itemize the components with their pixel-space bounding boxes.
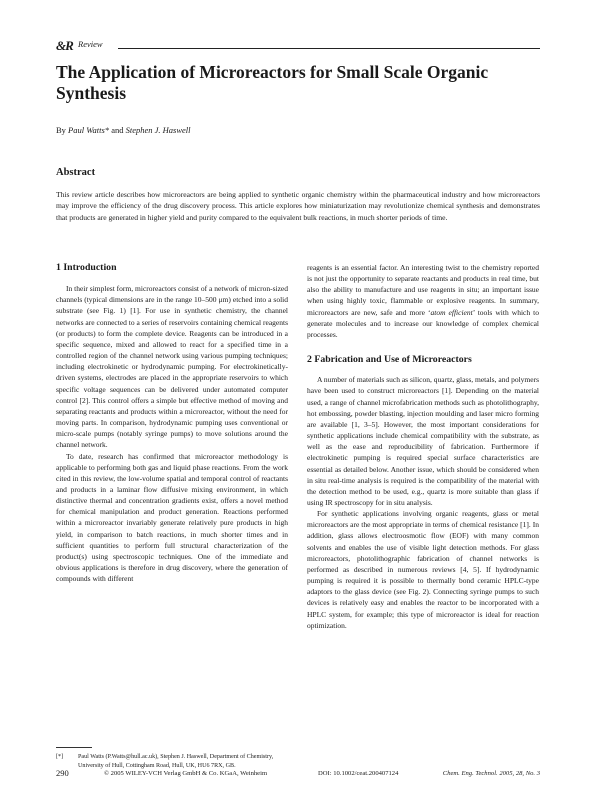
- copyright-notice: © 2005 WILEY-VCH Verlag GmbH & Co. KGaA, Weinheim: [104, 770, 268, 777]
- intro-paragraph-3: [307, 262, 539, 340]
- fabrication-paragraph-1: A number of materials such as silicon, quartz, glass, metals, and polymers have been used to construct microreactors [1]. Depending on the material used, a range of channel microfabrication methods such as photolithography, hot embossing, powder blasting, injection moulding and laser micro forming are available [1, 3–5]. However, the most important considerations for synthetic applications include chemical compatibility with the substrate, as well as the ease and reproducibility of fabrication. Furthermore if electrokinetic pumping is required special surface characteristics are essential as detailed below. Another issue, which should be considered when in situ real-time analysis is required is the compatibility of the material with the detection method to be used, e.g., quartz is more suitable than glass if using IR spectroscopy for in situ analysis.: [307, 375, 539, 507]
- abstract-heading: Abstract: [56, 167, 96, 178]
- authors-prefix: By: [56, 125, 66, 135]
- right-column: [307, 262, 539, 631]
- intro-paragraph-3-end: ’ tools with which to generate molecules and to increase our knowledge of complex chemical processes.: [307, 307, 540, 339]
- intro-paragraph-1: In their simplest form, microreactors consist of a network of micron-sized channels (typical dimensions are in the range 10–500 μm) etched into a solid substrate (see Fig. 1) [1]. For use in synthetic chemistry, the channel networks are connected to a series of reservoirs containing chemical reagents (or products) to form the complete device. Reagents can be introduced in a specific sequence, mixed and allowed to react for a specified time in a controlled region of the channel network using various pumping techniques; including electrokinetic or hydrodynamic pumping. For electrokinetically-driven systems, electrodes are placed in the appropriate reservoirs to which specific voltage sequences can be delivered under automated computer control [2]. This control offers a simple but effective method of moving and separating reactants and products within a microreactor, without the need for moving parts. In comparison, hydrodynamic pumping uses conventional or micro-scale pumps (notably syringe pumps) to move solutions around the channel network.: [56, 284, 288, 450]
- intro-paragraph-2: To date, research has confirmed that microreactor methodology is applicable to performing both gas and liquid phase reactions. From the work cited in this review, the low-volume spatial and temporal control of reactants and products in a laminar flow diffusive mixing environment, in which distinctive thermal and concentration gradients exist, offers a novel method for chemical manipulation and product generation. Reactions performed within a microreactor invariably generate relatively pure products in high yield, in comparison to batch reactions, in much shorter times and in sufficient quantities to perform full structural characterization of the product(s) using spectroscopic techniques. One of the immediate and obvious applications is therefore in drug discovery, where the generation of compounds with different: [56, 451, 288, 584]
- author-line: [56, 125, 191, 135]
- author-2: Stephen J. Haswell: [125, 125, 191, 135]
- journal-logo: &R: [56, 38, 73, 53]
- page-footer: [56, 770, 540, 782]
- section-2-heading: 2 Fabrication and Use of Microreactors: [307, 354, 472, 366]
- article-title: The Application of Microreactors for Small Scale Organic Synthesis: [56, 62, 489, 103]
- footnote-text: Paul Watts (P.Watts@hull.ac.uk), Stephen J. Haswell, Department of Chemistry, University of Hull, Cottingham Road, Hull, UK, HU6 7RX, GB.: [78, 754, 274, 769]
- section-1-heading: 1 Introduction: [56, 262, 117, 273]
- doi-link[interactable]: DOI: 10.1002/ceat.200407124: [318, 770, 399, 777]
- fabrication-paragraph-2: For synthetic applications involving organic reagents, glass or metal microreactors are the most appropriate in terms of chemical resistance [1]. In addition, glass allows electroosmotic flow (EOF) with many common solvents and enables the use of visible light detection methods. For glass microreactors, photolithographic fabrication of channel networks is performed as described in numerous reviews [4, 5]. If hydrodynamic pumping is required it is possible to thermally bond ceramic HPLC-type adaptors to the glass device (see Fig. 2). Connecting syringe pumps to such devices is relatively easy and enables the reactor to be incorporated with a HPLC system, for example; this type of microreactor is ideal for reaction optimization.: [307, 509, 539, 630]
- footnote: [56, 753, 288, 771]
- author-1: Paul Watts*: [68, 125, 110, 135]
- authors-conjunction: and: [111, 125, 124, 135]
- intro-paragraph-3-emphasis: atom efficient: [430, 307, 473, 317]
- footnote-mark: [*]: [56, 754, 64, 760]
- page-number: 290: [56, 768, 69, 778]
- left-column: [56, 262, 288, 584]
- footnote-rule: [56, 747, 92, 748]
- running-header: [56, 38, 540, 52]
- abstract-text: This review article describes how microreactors are being applied to synthetic organic chemistry within the pharmaceutical industry and how microreactors may improve the efficiency of the drug discovery process. This article explores how miniaturization may revolutionize chemical synthesis and demonstrates that products are generated in higher yield and purity compared to the equivalent bulk reactions, in much shorter periods of time.: [56, 190, 540, 222]
- header-rule: [118, 48, 540, 49]
- intro-paragraph-3-start: reagents is an essential factor. An interesting twist to the chemistry reported is not just the opportunity to separate reactants and products in real time, but also the ability to manufacture and use reagents in situ; an important issue when using highly toxic, flammable or explosive reagents. In summary, microreactors are new, safe and more ‘: [307, 263, 539, 317]
- journal-citation: Chem. Eng. Technol. 2005, 28, No. 3: [442, 770, 540, 777]
- section-type-label: Review: [78, 39, 103, 49]
